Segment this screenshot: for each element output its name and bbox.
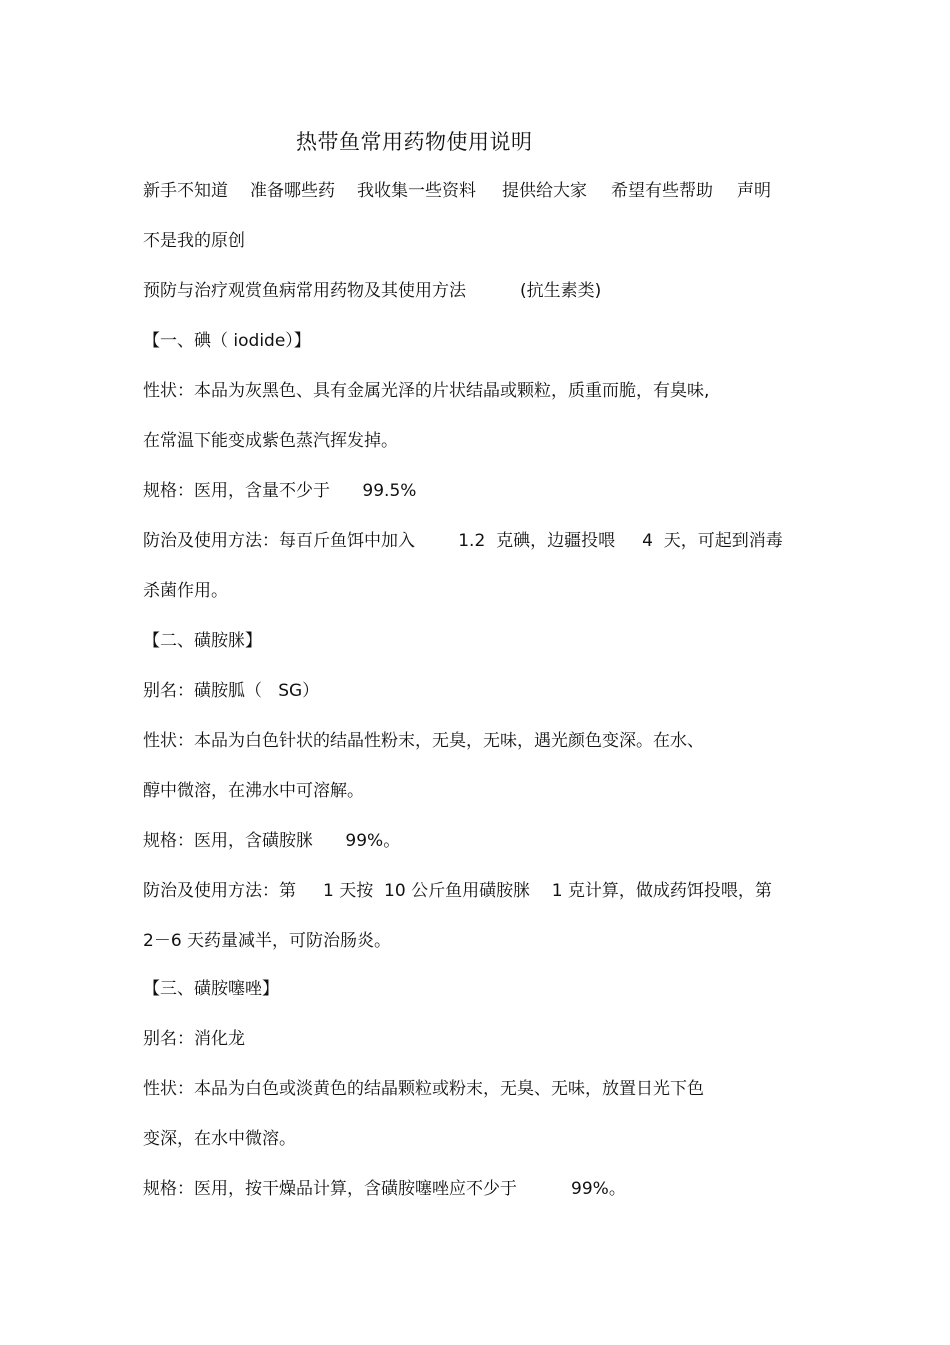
text-line: 在常温下能变成紫色蒸汽挥发掉。 [143,431,398,451]
document-title: 热带鱼常用药物使用说明 [296,130,533,154]
text-line: 性状：本品为灰黑色、具有金属光泽的片状结晶或颗粒，质重而脆，有臭味, [143,381,710,401]
text-line: 性状：本品为白色针状的结晶性粉末，无臭，无味，遇光颜色变深。在水、 [143,731,704,751]
intro-segment: 我收集一些资料 [357,181,476,201]
section-heading: 【二、磺胺脒】 [143,631,262,651]
text-line: 变深，在水中微溶。 [143,1129,296,1149]
intro-line-1 [143,179,771,203]
text-line: 别名：消化龙 [143,1029,245,1049]
intro-segment: 提供给大家 [502,181,587,201]
section-heading: 【三、磺胺噻唑】 [143,979,279,999]
text-line: 杀菌作用。 [143,581,228,601]
text-line: 规格：医用，含磺胺脒 99%。 [143,831,401,851]
text-line: 2－6 天药量减半，可防治肠炎。 [143,931,392,951]
document-subtitle: 预防与治疗观赏鱼病常用药物及其使用方法 (抗生素类) [143,281,602,301]
intro-segment: 准备哪些药 [250,181,335,201]
section-heading: 【一、碘（ iodide）】 [143,331,311,351]
text-line: 性状：本品为白色或淡黄色的结晶颗粒或粉末，无臭、无味，放置日光下色 [143,1079,704,1099]
text-line: 醇中微溶，在沸水中可溶解。 [143,781,364,801]
text-line: 规格：医用，含量不少于 99.5% [143,481,417,501]
intro-line-2: 不是我的原创 [143,231,245,251]
text-line: 防治及使用方法：每百斤鱼饵中加入 1.2 克碘，边疆投喂 4 天，可起到消毒 [143,531,783,551]
intro-segment: 新手不知道 [143,181,228,201]
text-line: 别名：磺胺胍（ SG） [143,681,320,701]
intro-segment: 声明 [737,181,771,201]
intro-segment: 希望有些帮助 [611,181,713,201]
text-line: 规格：医用，按干燥品计算，含磺胺噻唑应不少于 99%。 [143,1179,626,1199]
text-line: 防治及使用方法：第 1 天按 10 公斤鱼用磺胺脒 1 克计算，做成药饵投喂，第 [143,881,772,901]
